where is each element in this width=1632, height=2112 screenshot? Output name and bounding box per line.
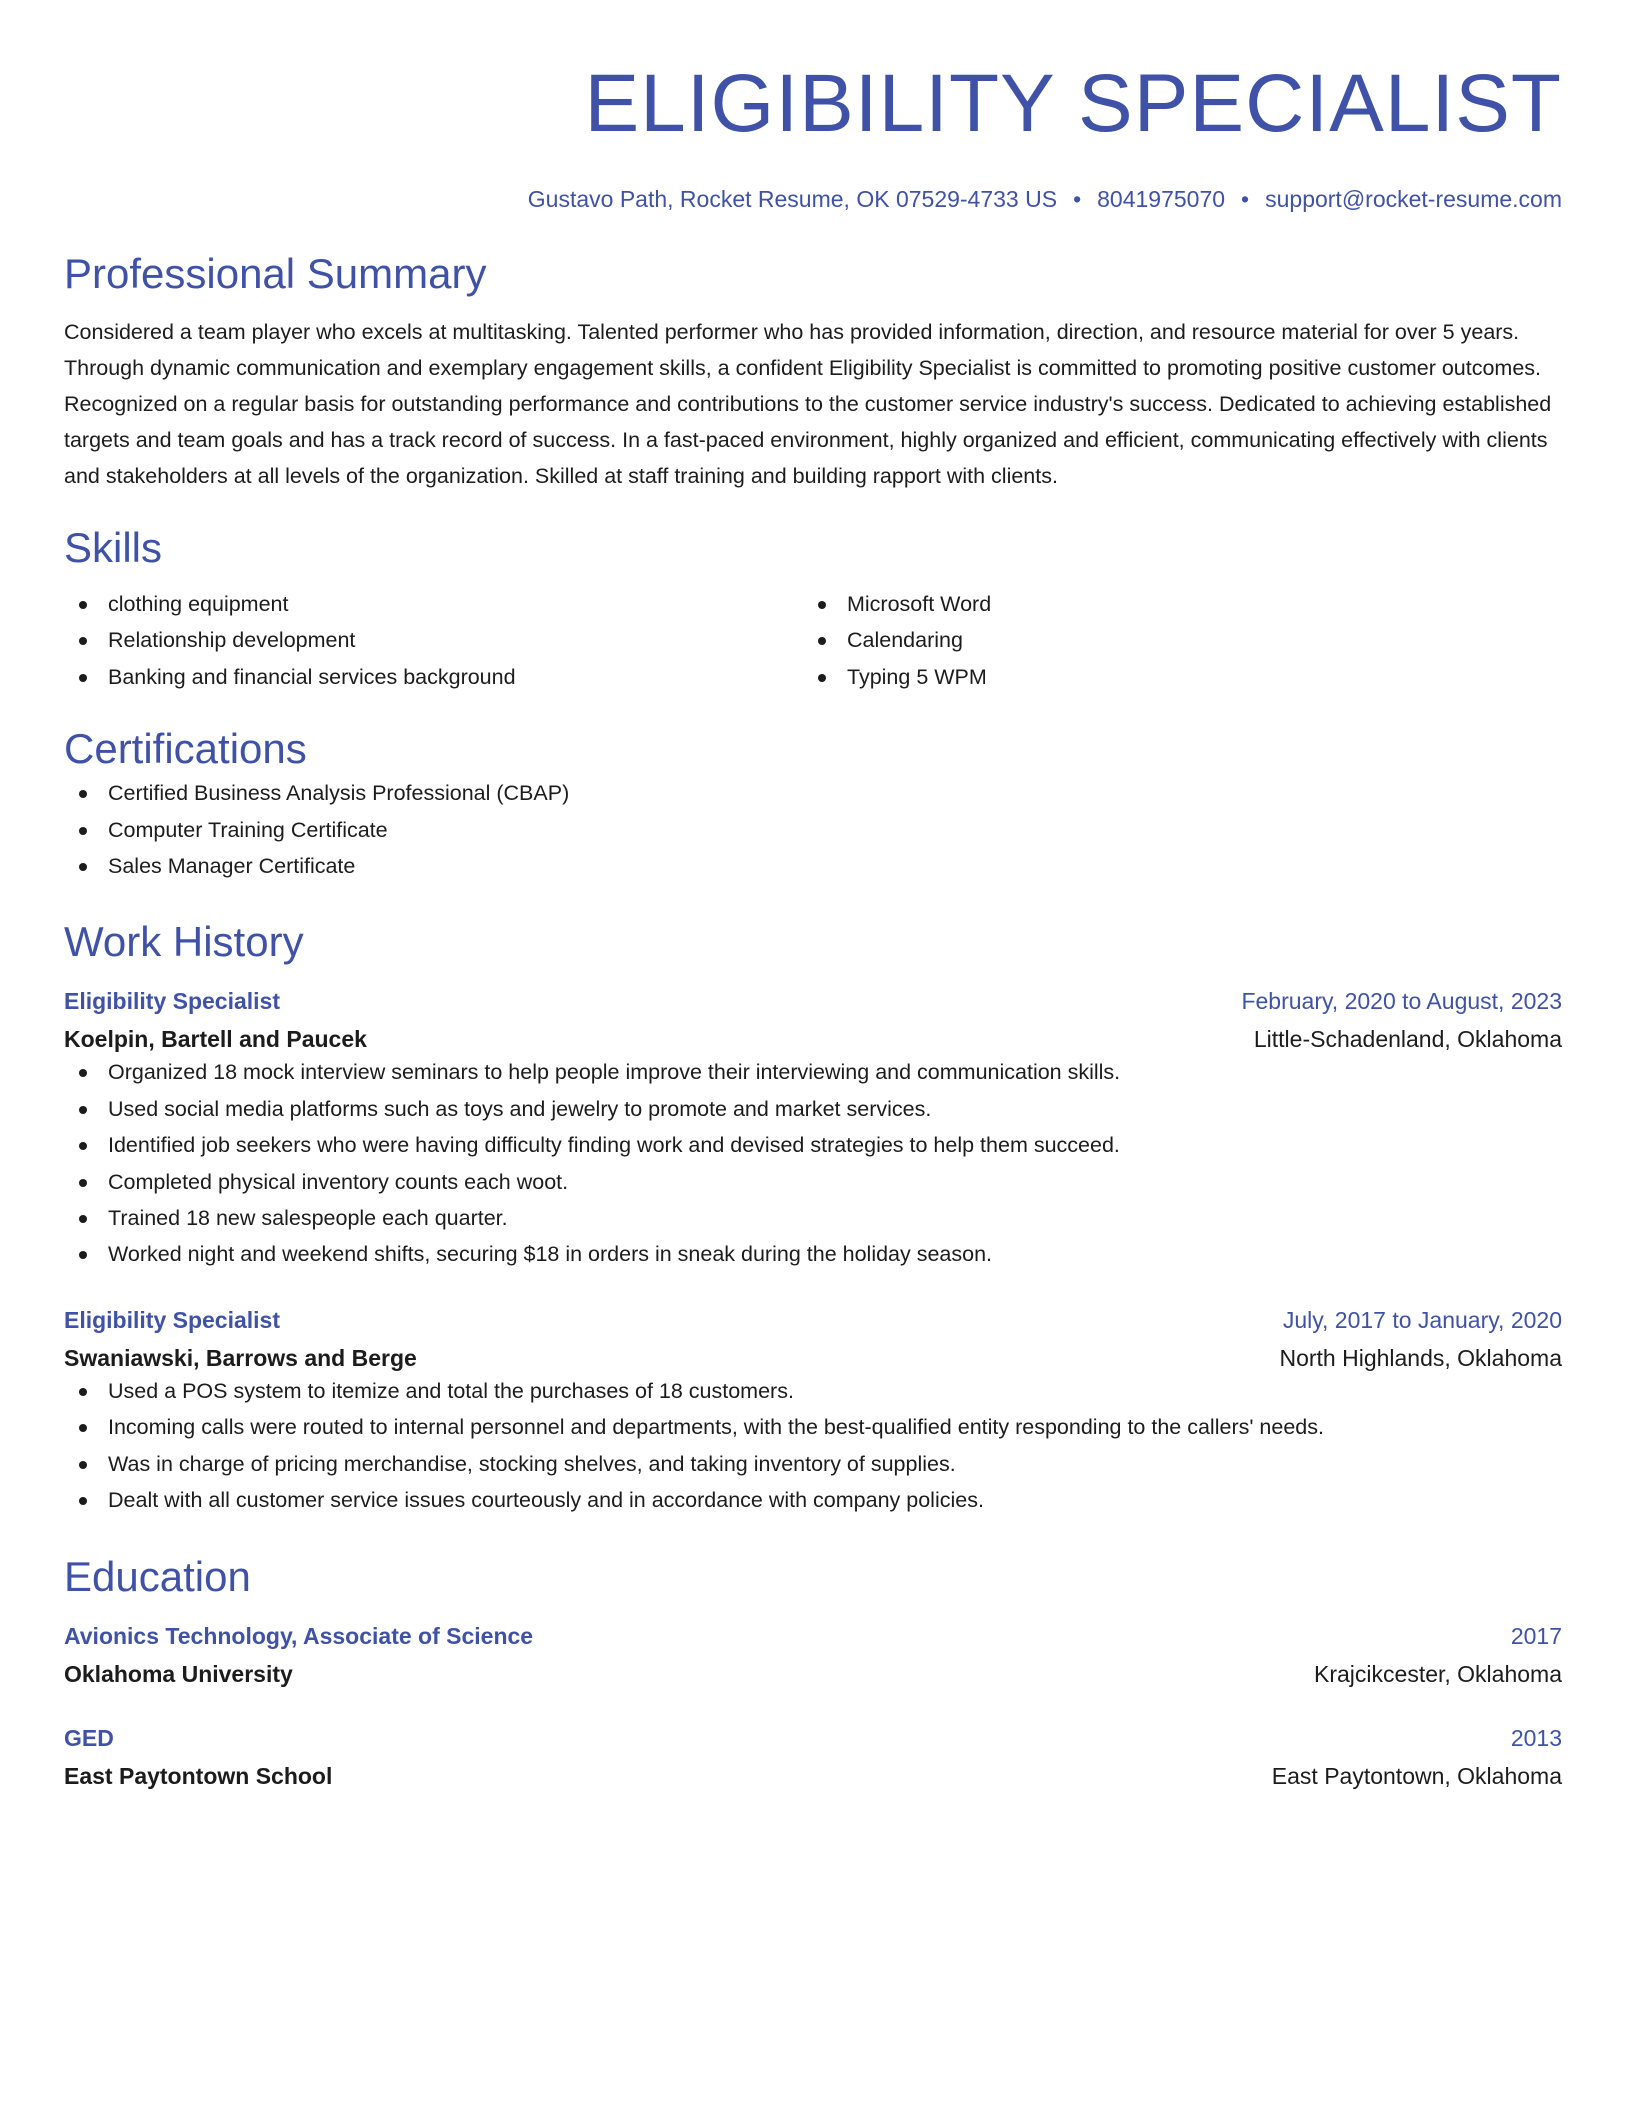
job-company: Swaniawski, Barrows and Berge xyxy=(64,1344,417,1371)
certifications-list xyxy=(64,775,1562,884)
job-company-row xyxy=(64,1343,1562,1373)
contact-phone: 8041975070 xyxy=(1097,186,1226,212)
job-bullet: Worked night and weekend shifts, securing $18 in orders in sneak during the holiday season. xyxy=(64,1236,1562,1272)
job-title: Eligibility Specialist xyxy=(64,1306,281,1333)
job-bullet: Incoming calls were routed to internal personnel and departments, with the best-qualified entity responding to the callers' needs. xyxy=(64,1409,1562,1445)
education-location: Krajcikcester, Oklahoma xyxy=(1314,1660,1562,1687)
education-school: East Paytontown School xyxy=(64,1762,333,1789)
job-bullet: Used a POS system to itemize and total the purchases of 18 customers. xyxy=(64,1373,1562,1409)
education-location: East Paytontown, Oklahoma xyxy=(1271,1762,1562,1789)
skill-item: Typing 5 WPM xyxy=(803,659,1542,695)
job-bullet: Was in charge of pricing merchandise, stocking shelves, and taking inventory of supplies. xyxy=(64,1446,1562,1482)
contact-line xyxy=(64,184,1562,214)
certifications-heading: Certifications xyxy=(64,725,307,773)
skills-column-right xyxy=(803,586,1542,695)
summary-heading: Professional Summary xyxy=(64,250,487,297)
job-entry xyxy=(64,1305,1562,1519)
job-header-row xyxy=(64,986,1562,1016)
education-school-row xyxy=(64,1761,1562,1791)
work-history-heading: Work History xyxy=(64,918,304,966)
job-bullet: Used social media platforms such as toys and jewelry to promote and market services. xyxy=(64,1091,1562,1127)
education-heading: Education xyxy=(64,1552,251,1600)
skill-item: Calendaring xyxy=(803,622,1542,658)
skills-column-left xyxy=(64,586,803,695)
job-dates: February, 2020 to August, 2023 xyxy=(1241,988,1562,1015)
job-company-row xyxy=(64,1024,1562,1054)
education-degree: GED xyxy=(64,1724,114,1751)
contact-email: support@rocket-resume.com xyxy=(1265,186,1562,212)
certification-item: Computer Training Certificate xyxy=(64,812,1562,848)
job-title: Eligibility Specialist xyxy=(64,988,281,1015)
education-degree: Avionics Technology, Associate of Science xyxy=(64,1622,534,1649)
job-bullet: Trained 18 new salespeople each quarter. xyxy=(64,1200,1562,1236)
certification-item: Certified Business Analysis Professional (CBAP) xyxy=(64,775,1562,811)
job-bullet: Identified job seekers who were having difficulty finding work and devised strategies to help them succeed. xyxy=(64,1127,1562,1163)
education-header-row xyxy=(64,1723,1562,1753)
job-bullets xyxy=(64,1373,1562,1519)
job-location: North Highlands, Oklahoma xyxy=(1279,1344,1562,1371)
summary-text: Considered a team player who excels at multitasking. Talented performer who has provided information, direction, and resource material for over 5 years. Through dynamic communication and exemplary engagement skills, a confident Eligibility Specialist is committed to promoting positive customer outcomes. Recognized on a regular basis for outstanding performance and contributions to the customer service industry's success. Dedicated to achieving established targets and team goals and has a track record of success. In a fast-paced environment, highly organized and efficient, communicating effectively with clients and stakeholders at all levels of the organization. Skilled at staff training and building rapport with clients. xyxy=(64,320,1552,488)
job-header-row xyxy=(64,1305,1562,1335)
resume-name: ELIGIBILITY SPECIALIST xyxy=(584,58,1562,149)
job-company: Koelpin, Bartell and Paucek xyxy=(64,1026,367,1053)
job-bullet: Dealt with all customer service issues courteously and in accordance with company policies. xyxy=(64,1482,1562,1518)
job-entry xyxy=(64,986,1562,1272)
education-entry xyxy=(64,1621,1562,1689)
contact-separator: • xyxy=(1241,186,1250,212)
resume-page xyxy=(64,56,1562,1791)
certification-item: Sales Manager Certificate xyxy=(64,848,1562,884)
job-bullets xyxy=(64,1054,1562,1272)
education-school-row xyxy=(64,1659,1562,1689)
skill-item: clothing equipment xyxy=(64,586,803,622)
skills-heading: Skills xyxy=(64,524,163,571)
job-location: Little-Schadenland, Oklahoma xyxy=(1253,1026,1562,1053)
job-bullet: Completed physical inventory counts each woot. xyxy=(64,1164,1562,1200)
skill-item: Banking and financial services background xyxy=(64,659,803,695)
contact-separator: • xyxy=(1073,186,1082,212)
education-year: 2013 xyxy=(1510,1724,1562,1751)
job-dates: July, 2017 to January, 2020 xyxy=(1282,1306,1562,1333)
education-header-row xyxy=(64,1621,1562,1651)
job-bullet: Organized 18 mock interview seminars to help people improve their interviewing and communication skills. xyxy=(64,1054,1562,1090)
education-entry xyxy=(64,1723,1562,1791)
skill-item: Microsoft Word xyxy=(803,586,1542,622)
skills-grid xyxy=(64,586,1562,695)
skill-item: Relationship development xyxy=(64,622,803,658)
education-year: 2017 xyxy=(1510,1622,1562,1649)
contact-address: Gustavo Path, Rocket Resume, OK 07529-4733 US xyxy=(527,186,1058,212)
education-school: Oklahoma University xyxy=(64,1660,293,1687)
